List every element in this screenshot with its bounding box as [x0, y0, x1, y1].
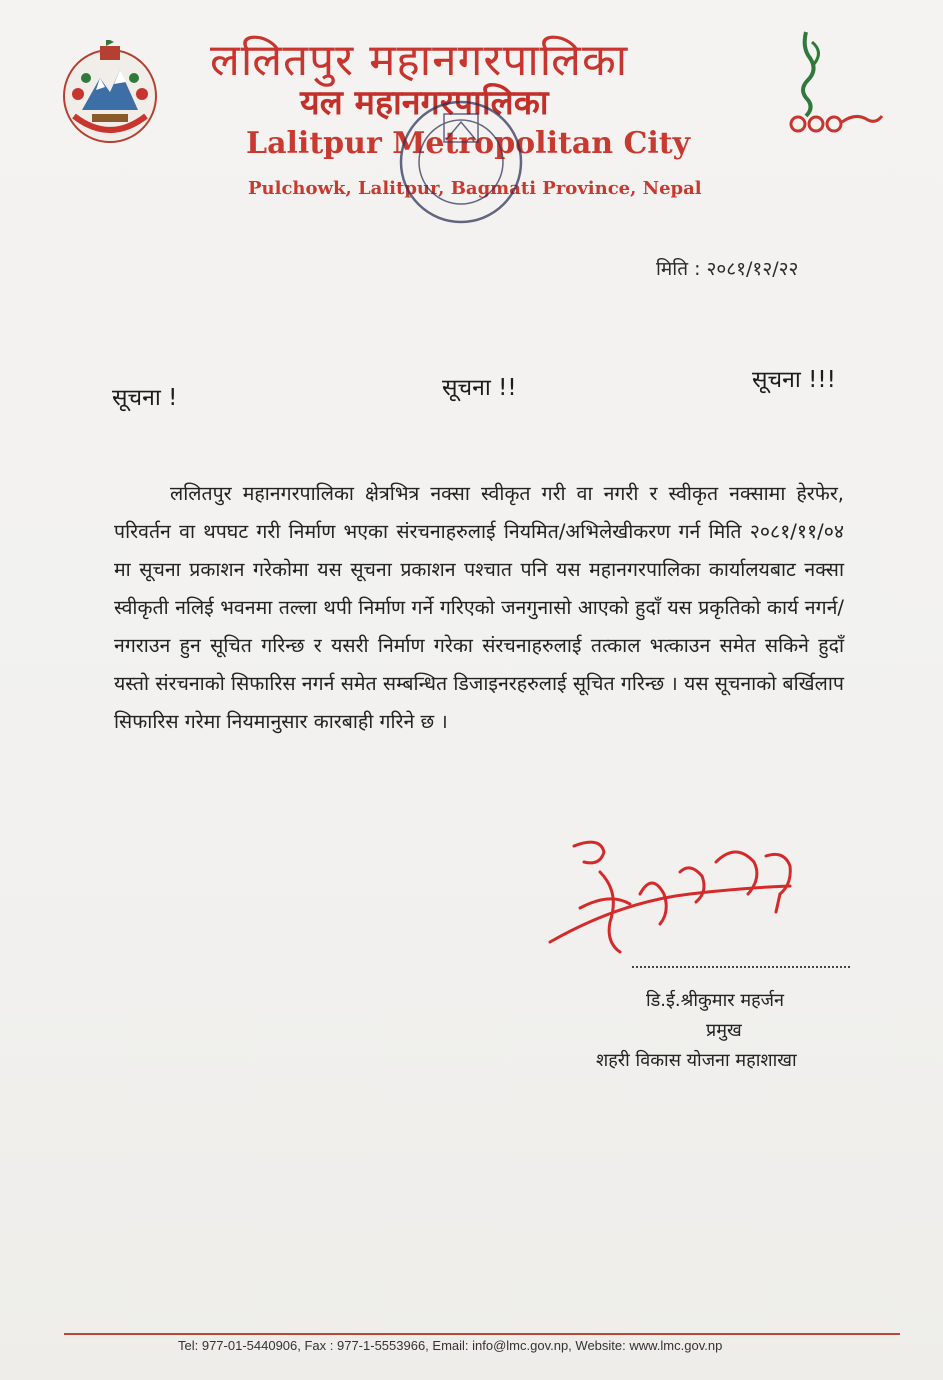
office-stamp — [392, 92, 530, 232]
notice-heading-2: सूचना !! — [442, 375, 517, 401]
municipality-name-english: Lalitpur Metropolitan City — [246, 126, 691, 161]
signatory-department: शहरी विकास योजना महाशाखा — [596, 1050, 797, 1071]
municipality-name-devanagari: ललितपुर महानगरपालिका — [210, 35, 629, 86]
footer-divider — [64, 1333, 900, 1335]
signatory-title: प्रमुख — [706, 1020, 742, 1041]
notice-heading-1: सूचना ! — [112, 385, 178, 411]
signature-line — [632, 966, 850, 968]
letter-date: मिति : २०८१/१२/२२ — [656, 258, 799, 280]
metropolitan-logo-icon — [784, 28, 884, 138]
municipality-address: Pulchowk, Lalitpur, Bagmati Province, Nepal — [248, 178, 702, 199]
signatory-name: डि.ई.श्रीकुमार महर्जन — [646, 990, 784, 1011]
stamp-seal-icon — [392, 92, 530, 232]
municipality-name-newari: यल महानगरपालिका — [300, 83, 549, 123]
notice-heading-3: सूचना !!! — [752, 367, 836, 393]
handwritten-signature — [540, 832, 830, 962]
footer-contact: Tel: 977-01-5440906, Fax : 977-1-5553966, Email: info@lmc.gov.np, Website: www.lmc.gov.np — [178, 1338, 723, 1353]
notice-body: ललितपुर महानगरपालिका क्षेत्रभित्र नक्सा स्वीकृत गरी वा नगरी र स्वीकृत नक्सामा हेरफेर, परिवर्तन वा थपघट गरी निर्माण भएका संरचनाहरुलाई नियमित/अभिलेखीकरण गर्न मिति २०८१/११/०४ मा सूचना प्रकाशन गरेकोमा यस सूचना प्रकाशन पश्चात पनि यस महानगरपालिका कार्यालयबाट नक्सा स्वीकृती नलिई भवनमा तल्ला थपी निर्माण गर्ने गरिएको जनगुनासो आएको हुदाँ यस प्रकृतिको कार्य नगर्न/नगराउन हुन सूचित गरिन्छ र यसरी निर्माण गरेका संरचनाहरुलाई तत्काल भत्काउन समेत सकिने हुदाँ यस्तो संरचनाको सिफारिस नगर्न समेत सम्बन्धित डिजाइनरहरुलाई सूचित गरिन्छ । यस सूचनाको बर्खिलाप सिफारिस गरेमा नियमानुसार कारबाही गरिने छ । — [114, 482, 844, 733]
nepal-emblem-icon — [56, 40, 164, 150]
